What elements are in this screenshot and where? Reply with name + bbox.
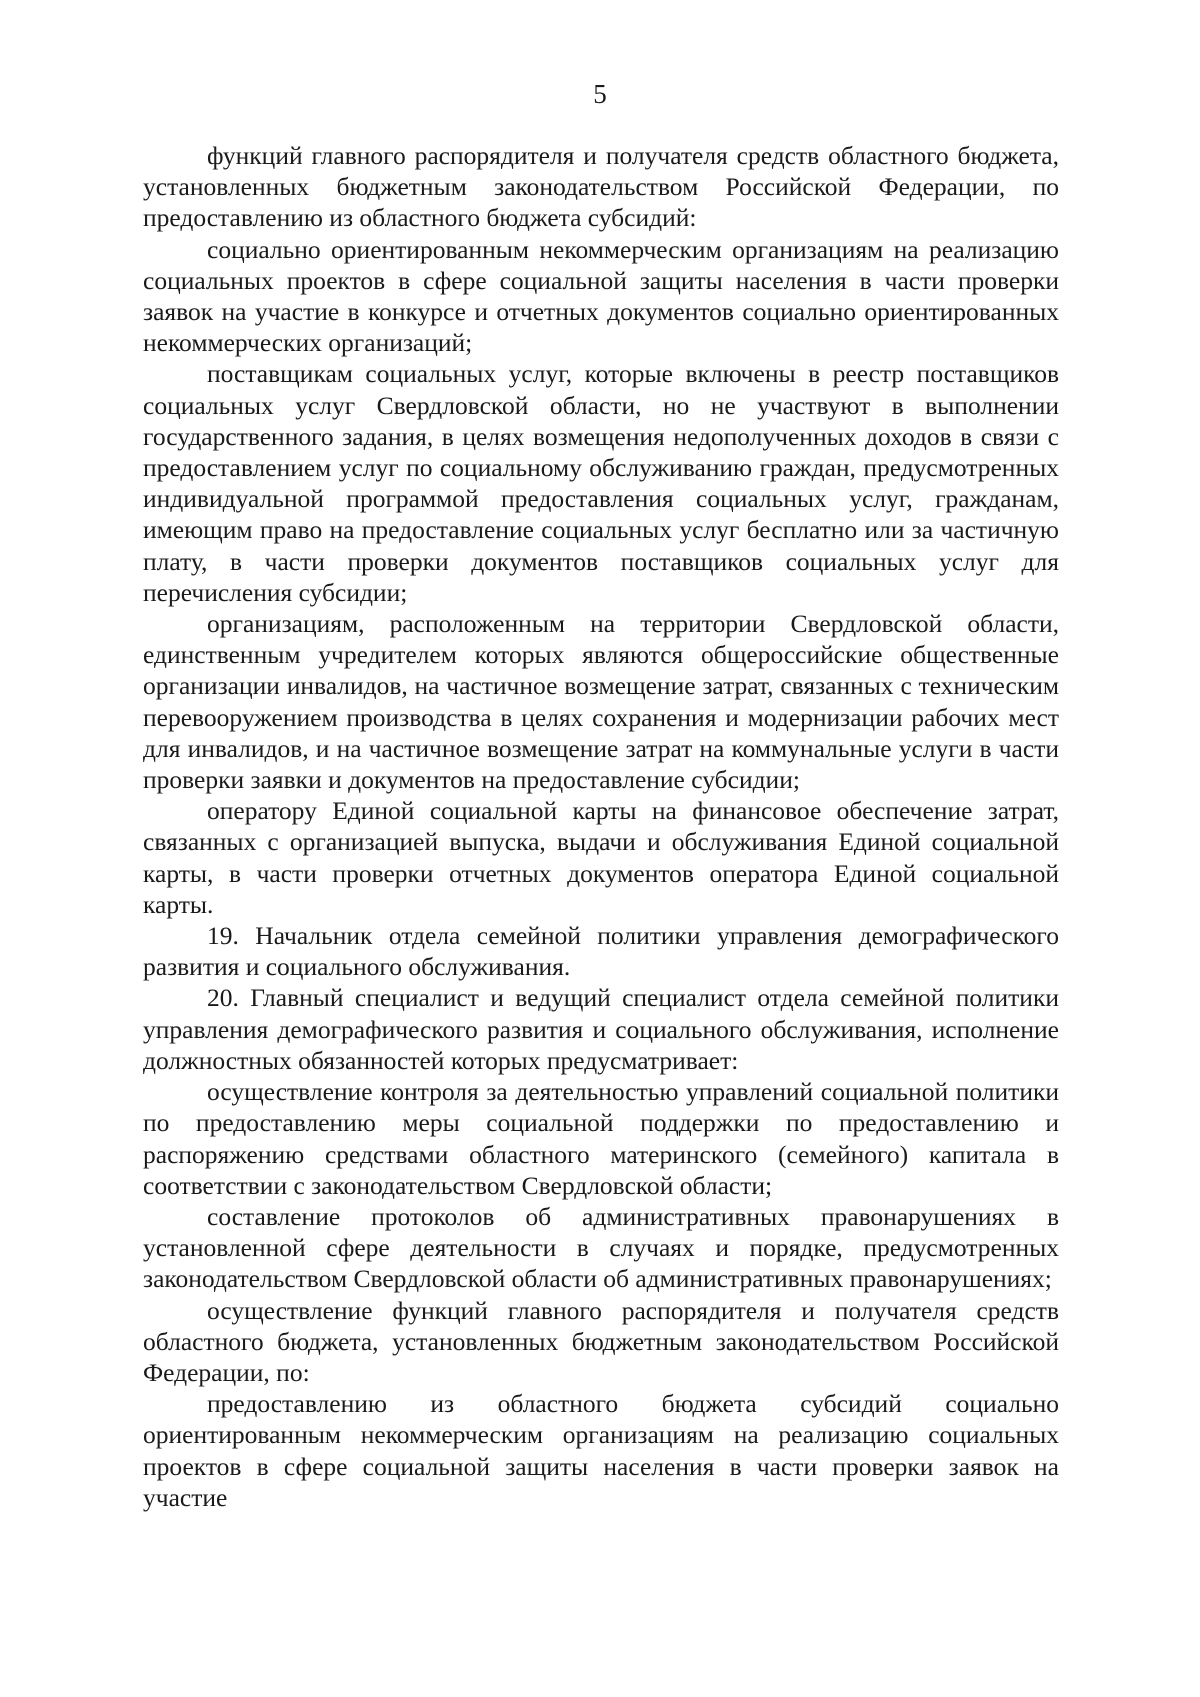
- paragraph: социально ориентированным некоммерческим организациям на реализацию социальных проектов в сфере социальной защиты населения в части проверки заявок на участие в конкурсе и отчетных документов социально ориентированных некоммерческих организаций;: [143, 234, 1059, 358]
- paragraph: поставщикам социальных услуг, которые включены в реестр поставщиков социальных услуг Свердловской области, но не участвуют в выполнении государственного задания, в целях возмещения недополученных доходов в связи с предоставлением услуг по социальному обслуживанию граждан, предусмотренных индивидуальной программой предоставления социальных услуг, гражданам, имеющим право на предоставление социальных услуг бесплатно или за частичную плату, в части проверки документов поставщиков социальных услуг для перечисления субсидии;: [143, 359, 1059, 607]
- paragraph: организациям, расположенным на территории Свердловской области, единственным учредителем которых являются общероссийские общественные организации инвалидов, на частичное возмещение затрат, связанных с техническим перевооружением производства в целях сохранения и модернизации рабочих мест для инвалидов, и на частичное возмещение затрат на коммунальные услуги в части проверки заявки и документов на предоставление субсидии;: [143, 609, 1059, 795]
- paragraph: осуществление контроля за деятельностью управлений социальной политики по предоставлению меры социальной поддержки по предоставлению и распоряжению средствами областного материнского (семейного) капитала в соответствии с законодательством Свердловской области;: [143, 1077, 1059, 1200]
- paragraph: оператору Единой социальной карты на финансовое обеспечение затрат, связанных с организацией выпуска, выдачи и обслуживания Единой социальной карты, в части проверки отчетных документов оператора Единой социальной карты.: [143, 796, 1059, 919]
- page-number: 5: [593, 79, 607, 109]
- paragraph: осуществление функций главного распорядителя и получателя средств областного бюджета, установленных бюджетным законодательством Российской Федерации, по:: [143, 1295, 1059, 1387]
- document-body: [143, 140, 1059, 1513]
- paragraph: 20. Главный специалист и ведущий специалист отдела семейной политики управления демографического развития и социального обслуживания, исполнение должностных обязанностей которых предусматривает:: [143, 983, 1059, 1075]
- paragraph: 19. Начальник отдела семейной политики управления демографического развития и социального обслуживания.: [143, 921, 1059, 982]
- paragraph: составление протоколов об административных правонарушениях в установленной сфере деятельности в случаях и порядке, предусмотренных законодательством Свердловской области об административных правонарушениях;: [143, 1201, 1059, 1294]
- paragraph: предоставлению из областного бюджета субсидий социально ориентированным некоммерческим организациям на реализацию социальных проектов в сфере социальной защиты населения в части проверки заявок на участие: [143, 1389, 1059, 1512]
- paragraph: функций главного распорядителя и получателя средств областного бюджета, установленных бюджетным законодательством Российской Федерации, по предоставлению из областного бюджета субсидий:: [143, 141, 1059, 233]
